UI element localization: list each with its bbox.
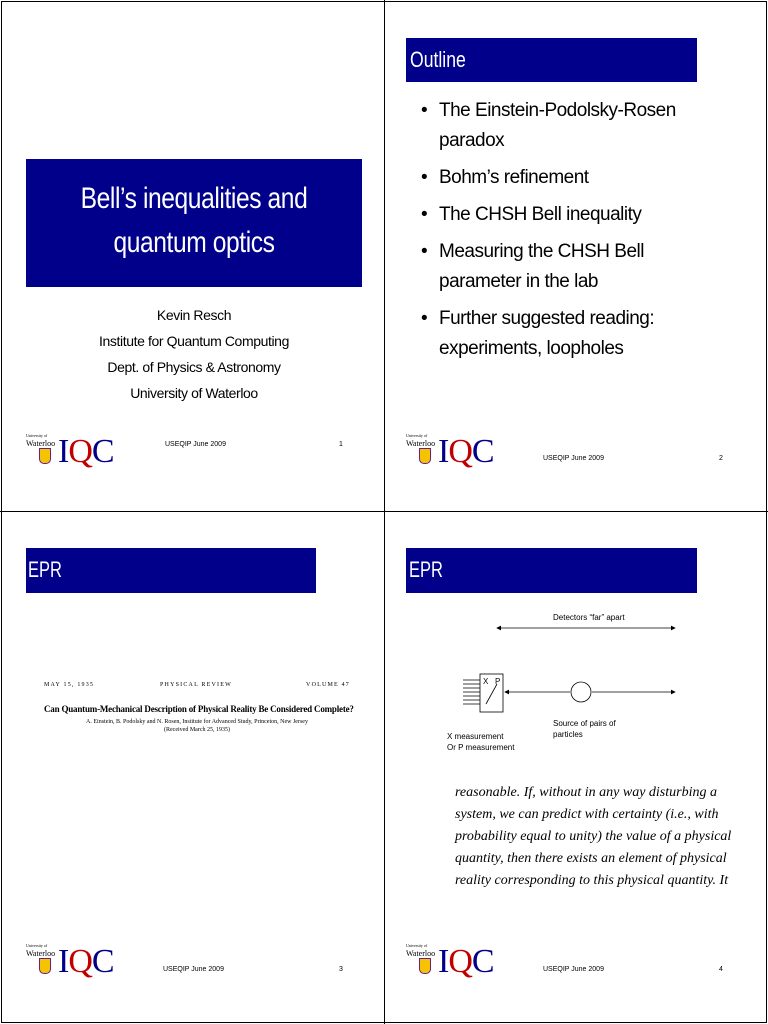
slide-4-footer: USEQIP June 2009 [543,966,604,973]
outline-item: • Bohm’s refinement [419,163,729,193]
epr-diagram [385,604,768,774]
quote-line: probability equal to unity) the value of a physical [455,829,732,844]
iqc-wordmark: IQC [58,943,114,980]
author-department: Dept. of Physics & Astronomy [107,359,281,375]
slide-2-title-bar [406,38,697,82]
outline-item: • The CHSH Bell inequality [419,200,729,230]
author-institute: Institute for Quantum Computing [99,333,289,349]
slide-1 [0,0,383,510]
paper-masthead [44,682,350,694]
slide-1-number: 1 [339,441,343,448]
paper-authors: A. Einstein, B. Podolsky and N. Rosen, Institute for Advanced Study, Princeton, New Jersey [86,719,308,725]
slide-2 [385,0,768,510]
iqc-wordmark: IQC [58,433,114,470]
slide-3-title-bar [26,548,316,593]
author-university: University of Waterloo [130,385,258,401]
paper-headline: Can Quantum-Mechanical Description of Physical Reality Be Considered Complete? [44,704,354,714]
waterloo-shield-icon [39,448,51,464]
paper-journal: PHYSICAL REVIEW [160,682,232,688]
epr-paper-header [44,682,354,733]
quote-line: reasonable. If, without in any way disturbing a [455,785,717,800]
waterloo-shield-icon [419,958,431,974]
paper-received: (Received March 25, 1935) [164,727,230,733]
slide-3-footer: USEQIP June 2009 [163,966,224,973]
quote-line: reality corresponding to this physical quantity. It [455,873,729,888]
iqc-wordmark: IQC [438,433,494,470]
iqc-wordmark: IQC [438,943,494,980]
slide-1-footer: USEQIP June 2009 [165,441,226,448]
measurement-label-1: X measurement [447,732,504,741]
slide-3 [0,512,383,1022]
iqc-logo [26,942,114,982]
paper-date: MAY 15, 1935 [44,682,95,688]
author-name: Kevin Resch [156,307,232,323]
waterloo-wordmark: University of Waterloo [26,433,56,448]
outline-item: • Measuring the CHSH Bell parameter in the lab [419,237,729,297]
slide-4-number: 4 [719,966,723,973]
waterloo-shield-icon [419,448,431,464]
detectors-label: Detectors “far” apart [553,613,625,622]
outline-item: • Further suggested reading: experiments, loopholes [419,304,729,364]
quote-line: quantity, then there exists an element of physical [455,851,727,866]
slide-2-number: 2 [719,455,723,462]
slide-3-title: EPR [28,557,62,582]
measurement-label-2: Or P measurement [447,743,515,752]
slide-1-title: Bell’s inequalities and quantum optics [80,182,308,259]
outline-item: • The Einstein-Podolsky-Rosen paradox [419,96,729,156]
slide-1-author-block [26,302,362,406]
iqc-logo [406,432,494,472]
slide-3-number: 3 [339,966,343,973]
incoming-light-icon [463,680,480,704]
outline-list [419,96,729,364]
source-circle [571,682,591,702]
slide-1-title-bar [26,159,362,287]
slide-2-title: Outline [410,47,466,72]
slide-4-title-bar [406,548,697,593]
slide-4-title: EPR [409,557,443,582]
quote-line: system, we can predict with certainty (i.e., with [455,807,719,822]
waterloo-wordmark: University of Waterloo [406,943,436,958]
slide-2-footer: USEQIP June 2009 [543,455,604,462]
iqc-logo [26,432,114,472]
x-label: X [483,677,489,686]
slide-4 [385,512,768,1022]
p-label: P [495,677,501,686]
source-label-1: Source of pairs of [553,719,616,728]
waterloo-wordmark: University of Waterloo [406,433,436,448]
epr-quote [455,782,755,892]
iqc-logo [406,942,494,982]
source-label-2: particles [553,730,583,739]
waterloo-shield-icon [39,958,51,974]
waterloo-wordmark: University of Waterloo [26,943,56,958]
paper-volume: VOLUME 47 [306,682,350,688]
